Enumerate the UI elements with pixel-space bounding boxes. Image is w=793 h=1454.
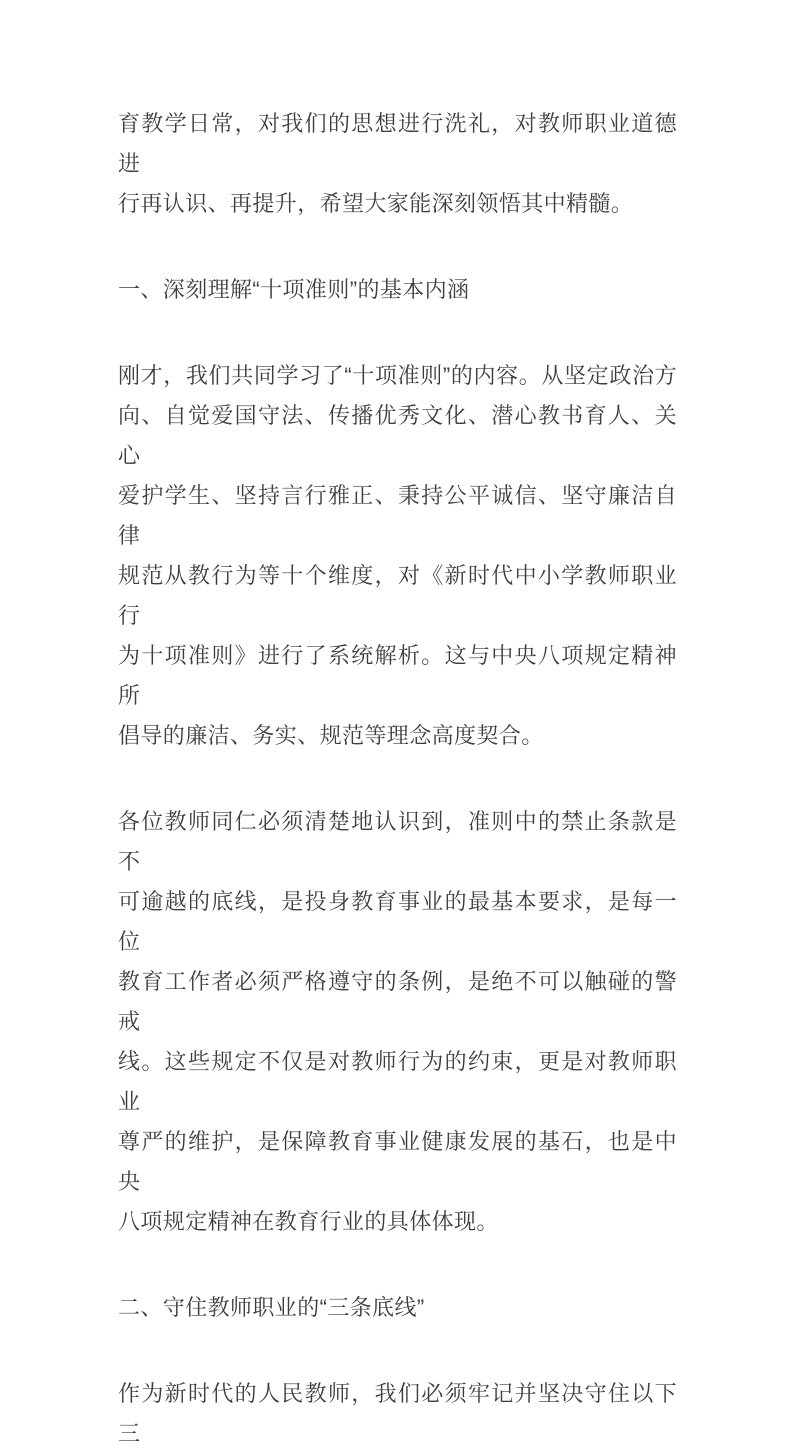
text-line: 线。这些规定不仅是对教师行为的约束，更是对教师职业 xyxy=(118,1049,677,1114)
text-line: 可逾越的底线，是投身教育事业的最基本要求，是每一位 xyxy=(118,889,677,954)
text-line: 倡导的廉洁、务实、规范等理念高度契合。 xyxy=(118,723,544,748)
text-line: 育教学日常，对我们的思想进行洗礼，对教师职业道德进 xyxy=(118,111,677,176)
text-line: 规范从教行为等十个维度，对《新时代中小学教师职业行 xyxy=(118,563,677,628)
text-line: 爱护学生、坚持言行雅正、秉持公平诚信、坚守廉洁自律 xyxy=(118,483,677,548)
text-line: 一、深刻理解“十项准则”的基本内涵 xyxy=(118,277,470,302)
paragraph xyxy=(118,802,677,1242)
text-line: 各位教师同仁必须清楚地认识到，准则中的禁止条款是不 xyxy=(118,809,677,874)
document-body xyxy=(118,104,677,1454)
section-heading xyxy=(118,270,677,310)
text-line: 作为新时代的人民教师，我们必须牢记并坚决守住以下三 xyxy=(118,1381,677,1446)
section-heading xyxy=(118,1288,677,1328)
text-line: 教育工作者必须严格遵守的条例，是绝不可以触碰的警戒 xyxy=(118,969,677,1034)
text-line: 尊严的维护，是保障教育事业健康发展的基石，也是中央 xyxy=(118,1129,677,1194)
text-line: 行再认识、再提升，希望大家能深刻领悟其中精髓。 xyxy=(118,191,634,216)
paragraph xyxy=(118,1374,677,1454)
text-line: 刚才，我们共同学习了“十项准则”的内容。从坚定政治方 xyxy=(118,363,677,388)
paragraph xyxy=(118,104,677,224)
text-line: 二、守住教师职业的“三条底线” xyxy=(118,1295,425,1320)
paragraph xyxy=(118,356,677,756)
text-line: 为十项准则》进行了系统解析。这与中央八项规定精神所 xyxy=(118,643,677,708)
text-line: 向、自觉爱国守法、传播优秀文化、潜心教书育人、关心 xyxy=(118,403,677,468)
text-line: 八项规定精神在教育行业的具体体现。 xyxy=(118,1209,499,1234)
